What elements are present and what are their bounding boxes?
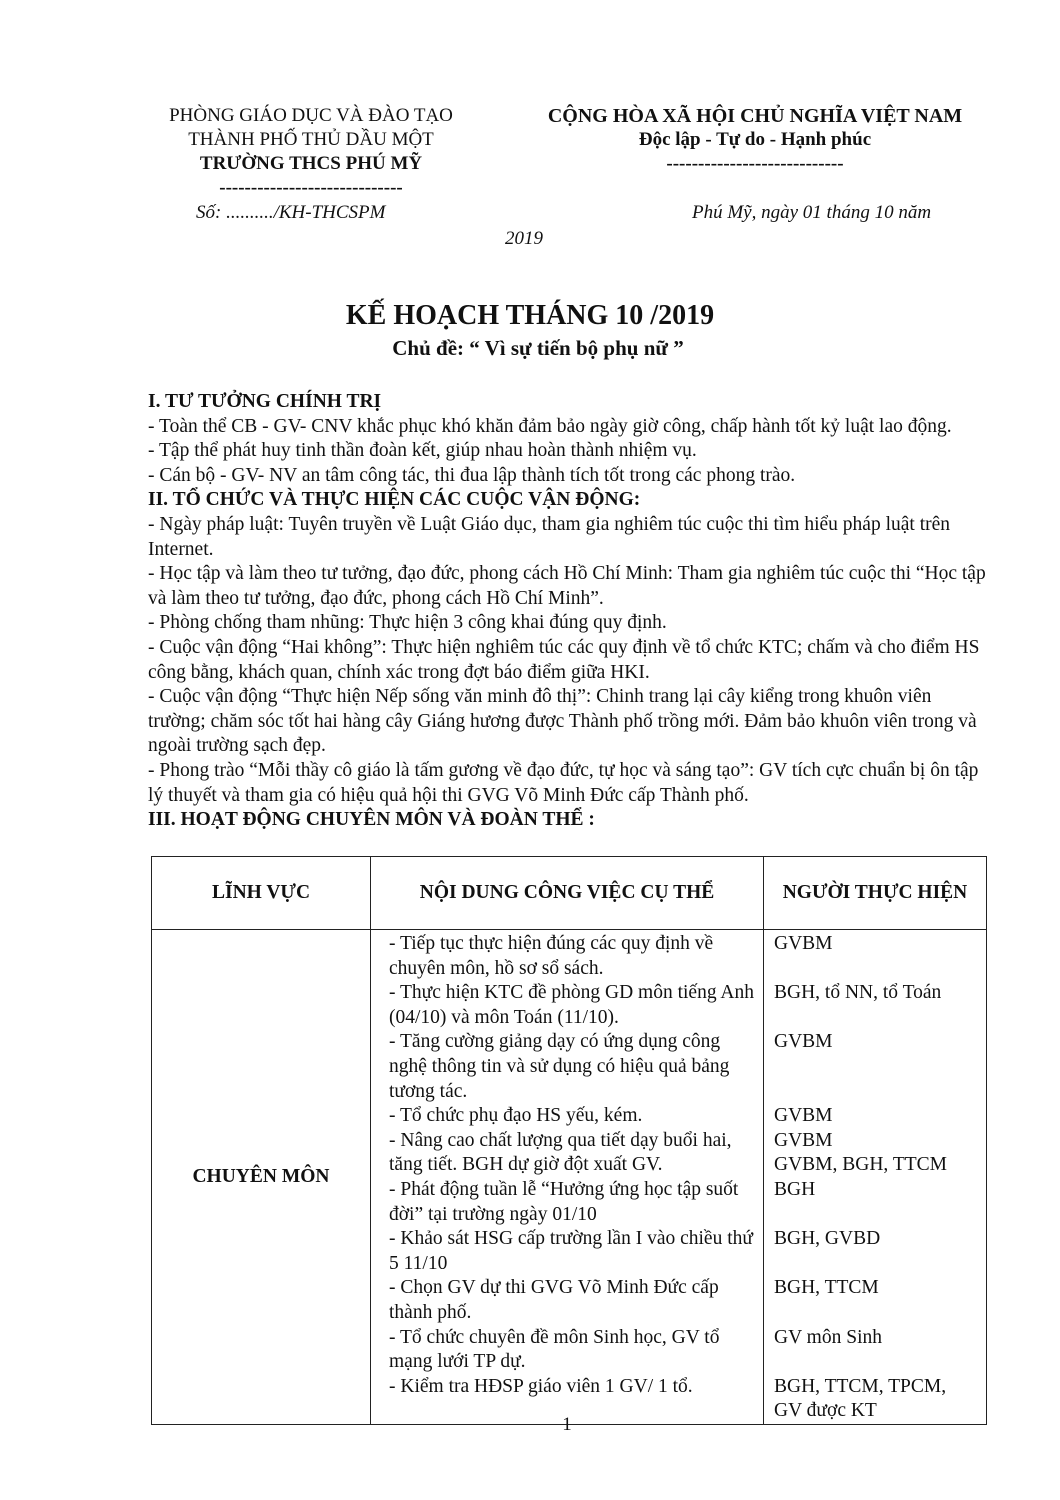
motto: Độc lập - Tự do - Hạnh phúc <box>638 129 872 150</box>
person-line <box>774 1252 982 1277</box>
person-line: BGH <box>774 1178 816 1200</box>
task-item: - Phát động tuần lễ “Hưởng ứng học tập suốt đời” tại trường ngày 01/10 <box>389 1178 739 1225</box>
document-subtitle: Chủ đề: “ Vì sự tiến bộ phụ nữ ” <box>392 336 684 360</box>
person-line <box>774 1301 982 1326</box>
task-item: - Nâng cao chất lượng qua tiết dạy buổi hai, tăng tiết. BGH dự giờ đột xuất GV. <box>389 1129 732 1176</box>
person-line <box>774 1203 982 1228</box>
task-item: - Tăng cường giảng dạy có ứng dụng công nghệ thông tin và sử dụng có hiệu quả bảng tương tác. <box>389 1031 730 1102</box>
header-right <box>530 104 980 176</box>
person-line: BGH, TTCM <box>774 1277 879 1299</box>
page-number: 1 <box>562 1414 572 1435</box>
date-line: Phú Mỹ, ngày 01 tháng 10 năm <box>692 202 932 223</box>
person-line: GV được KT <box>774 1400 877 1422</box>
person-line <box>774 1006 982 1031</box>
tasks-cell <box>371 930 764 1425</box>
person-line: GVBM <box>774 1031 833 1053</box>
table-header-row <box>152 857 987 930</box>
person-line: GVBM, BGH, TTCM <box>774 1154 947 1176</box>
task-item: - Tổ chức chuyên đề môn Sinh học, GV tổ mạng lưới TP dự. <box>389 1326 720 1373</box>
section1-item: - Toàn thể CB - GV- CNV khắc phục khó khăn đảm bảo ngày giờ công, chấp hành tốt kỷ luật lao động. <box>148 415 952 437</box>
task-item: - Tổ chức phụ đạo HS yếu, kém. <box>389 1105 643 1127</box>
plan-table <box>151 856 987 1425</box>
header-right-divider: ---------------------------- <box>666 153 844 174</box>
person-line: GV môn Sinh <box>774 1326 882 1348</box>
section2-item: - Cuộc vận động “Hai không”: Thực hiện nghiêm túc các quy định về tổ chức KTC; chấm và cho điểm HS công bằng, khách quan, chính xác trong đợt báo điểm giữa HKI. <box>148 636 980 683</box>
section3-heading: III. HOẠT ĐỘNG CHUYÊN MÔN VÀ ĐOÀN THỂ : <box>148 809 595 831</box>
document-number: Số: ........../KH-THCSPM <box>196 202 386 223</box>
task-item: - Kiểm tra HĐSP giáo viên 1 GV/ 1 tổ. <box>389 1375 693 1397</box>
person-line <box>774 1350 982 1375</box>
person-line: GVBM <box>774 1129 833 1151</box>
person-line: BGH, TTCM, TPCM, <box>774 1375 947 1397</box>
body-sections <box>148 390 988 833</box>
section2-item: - Học tập và làm theo tư tưởng, đạo đức, phong cách Hồ Chí Minh: Tham gia nghiêm túc cuộc thi “Học tập và làm theo tư tưởng, đạo đức, phong cách Hồ Chí Minh”. <box>148 563 986 609</box>
section2-item: - Cuộc vận động “Thực hiện Nếp sống văn minh đô thị”: Chinh trang lại cây kiểng trong khuôn viên trường; chăm sóc tốt hai hàng cây Giáng hương được Thành phố trồng mới. Đảm bảo khuôn viên trong và ngoài trường sạch đẹp. <box>148 686 977 757</box>
document-title: KẾ HOẠCH THÁNG 10 /2019 <box>345 300 715 331</box>
section1-item: - Cán bộ - GV- NV an tâm công tác, thi đua lập thành tích tốt trong các phong trào. <box>148 464 796 486</box>
person-line: BGH, tổ NN, tổ Toán <box>774 982 942 1004</box>
date-year: 2019 <box>505 228 543 249</box>
task-item: - Chọn GV dự thi GVG Võ Minh Đức cấp thành phố. <box>389 1277 719 1323</box>
department-name: PHÒNG GIÁO DỤC VÀ ĐÀO TẠO <box>169 105 453 126</box>
column-header-field: LĨNH VỰC <box>152 857 371 930</box>
school-name: TRƯỜNG THCS PHÚ MỸ <box>199 153 423 174</box>
person-line: GVBM <box>774 1105 833 1127</box>
section2-heading: II. TỔ CHỨC VÀ THỰC HIỆN CÁC CUỘC VẬN ĐỘNG: <box>148 489 641 511</box>
task-item: - Khảo sát HSG cấp trường lần I vào chiều thứ 5 11/10 <box>389 1228 753 1274</box>
person-line <box>774 1055 982 1080</box>
section1-item: - Tập thể phát huy tinh thần đoàn kết, giúp nhau hoàn thành nhiệm vụ. <box>148 440 697 462</box>
people-cell <box>764 930 987 1425</box>
column-header-content: NỘI DUNG CÔNG VIỆC CỤ THỂ <box>371 857 764 930</box>
header-left <box>150 104 472 200</box>
field-cell: CHUYÊN MÔN <box>152 930 371 1425</box>
section2-item: - Phòng chống tham nhũng: Thực hiện 3 công khai đúng quy định. <box>148 612 667 634</box>
person-line <box>774 957 982 982</box>
task-item: - Thực hiện KTC đề phòng GD môn tiếng Anh (04/10) và môn Toán (11/10). <box>389 982 754 1028</box>
person-line <box>774 1080 982 1105</box>
section2-item: - Phong trào “Mỗi thầy cô giáo là tấm gương về đạo đức, tự học và sáng tạo”: GV tích cực chuẩn bị ôn tập lý thuyết và tham gia có hiệu quả hội thi GVG Võ Minh Đức cấp Thành phố. <box>148 759 979 806</box>
section1-heading: I. TƯ TƯỞNG CHÍNH TRỊ <box>148 391 382 412</box>
table-row <box>152 930 987 1425</box>
column-header-person: NGƯỜI THỰC HIỆN <box>764 857 987 930</box>
person-line: GVBM <box>774 933 833 954</box>
country-name: CỘNG HÒA XÃ HỘI CHỦ NGHĨA VIỆT NAM <box>547 105 963 127</box>
task-item: - Tiếp tục thực hiện đúng các quy định về chuyên môn, hồ sơ sổ sách. <box>389 933 714 979</box>
section2-item: - Ngày pháp luật: Tuyên truyền về Luật Giáo dục, tham gia nghiêm túc cuộc thi tìm hiểu pháp luật trên Internet. <box>148 513 951 560</box>
city-name: THÀNH PHỐ THỦ DẦU MỘT <box>188 129 434 150</box>
person-line: BGH, GVBD <box>774 1228 881 1250</box>
header-left-divider: ----------------------------- <box>219 177 403 198</box>
